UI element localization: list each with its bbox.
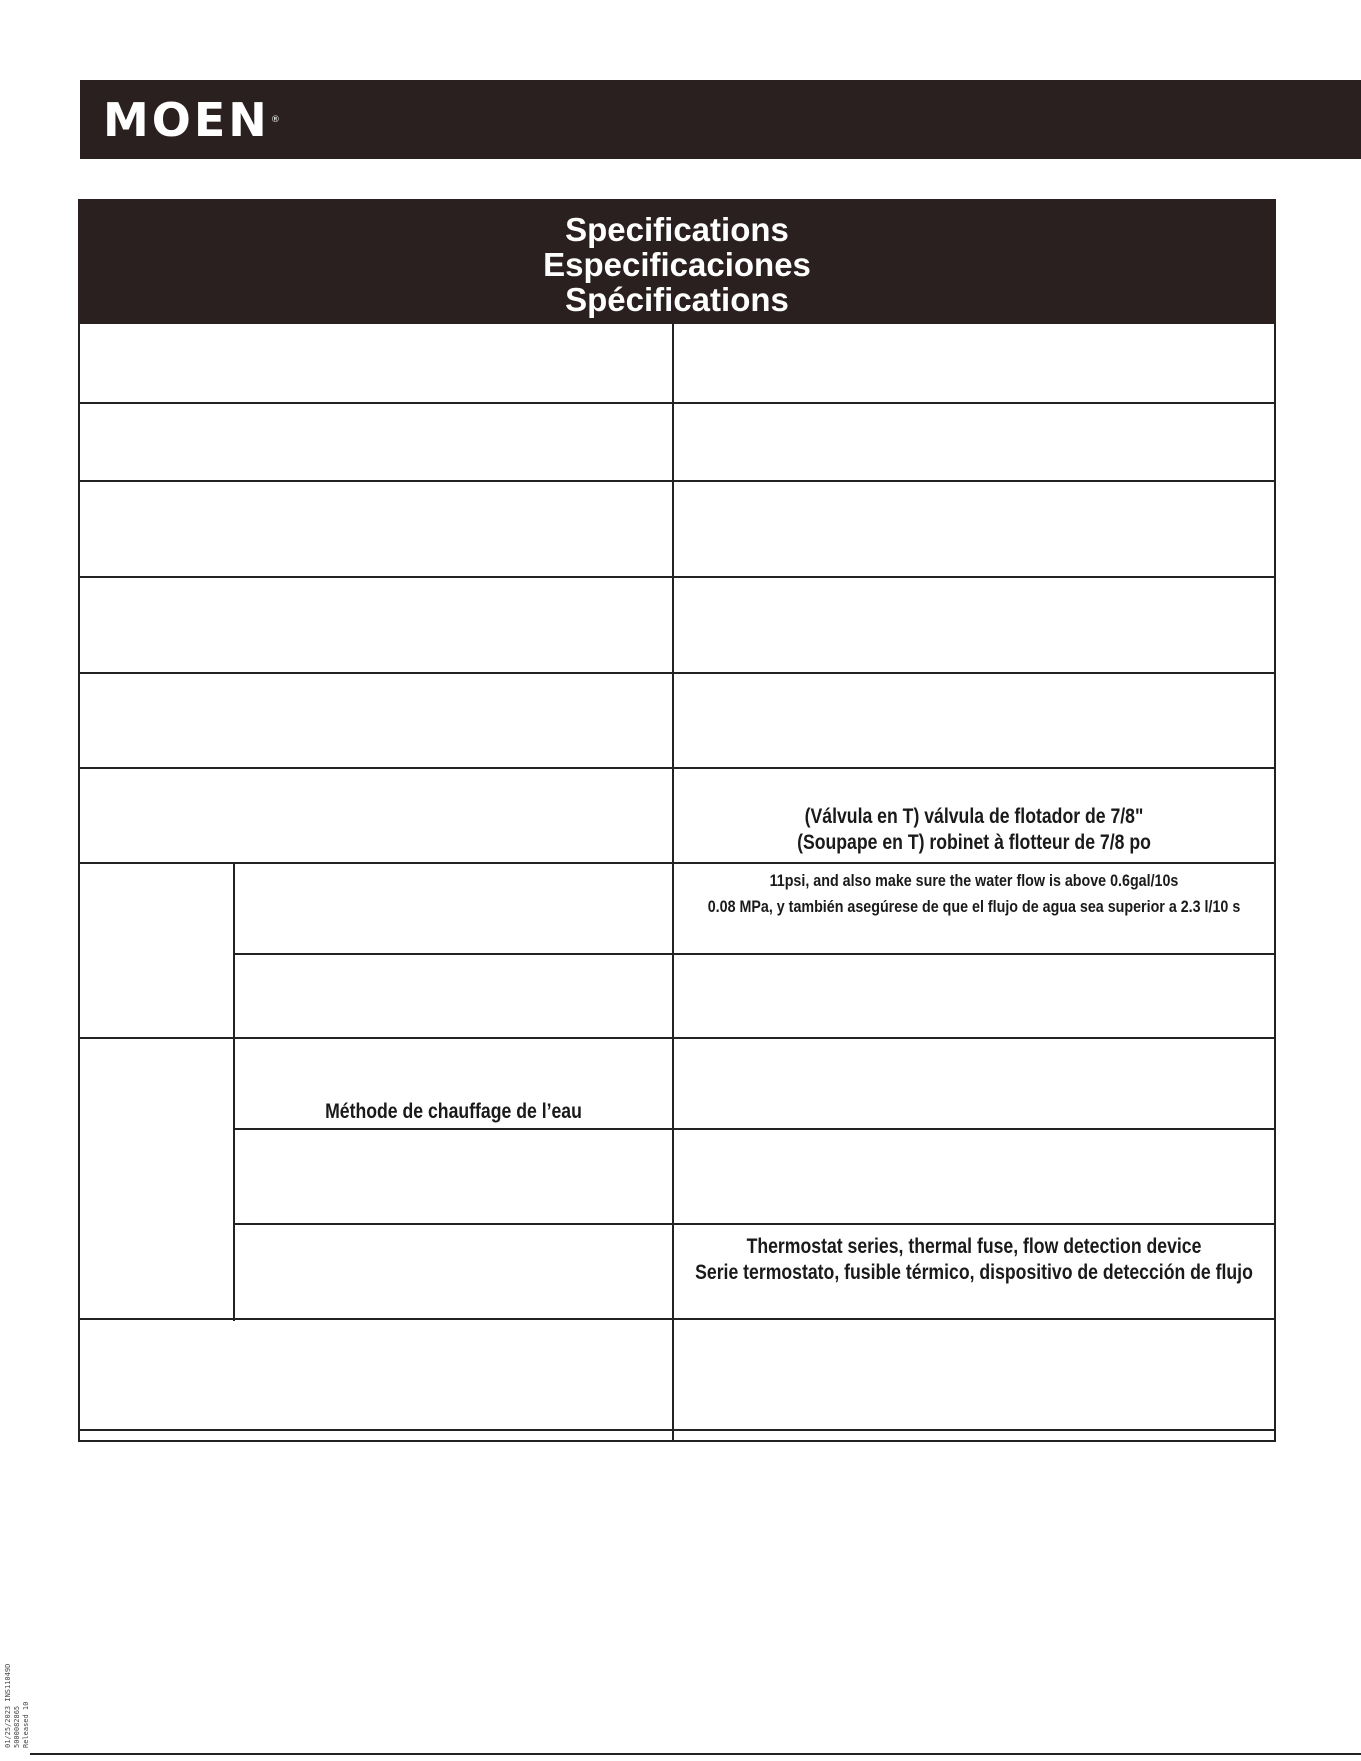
water-heating-method-label [270,1099,637,1125]
page-bottom-rule [30,1753,1361,1755]
row-rule [78,862,1276,864]
inlet-valve-value [720,804,1227,856]
water-pressure-spanish: 0.08 MPa, y también asegúrese de que el flujo de agua sea superior a 2.3 l/10 s [707,897,1241,916]
row-rule [233,1223,1276,1225]
water-heating-method-french: Méthode de chauffage de l’eau [325,1100,582,1123]
row-rule [78,767,1276,769]
water-pressure-english: 11psi, and also make sure the water flow is above 0.6gal/10s [769,871,1179,890]
trademark-mark: ® [270,115,280,125]
row-rule [233,953,1276,955]
row-rule [78,480,1276,482]
specifications-header [78,199,1276,324]
row-rule [78,402,1276,404]
title-french: Spécifications [565,281,789,318]
safety-device-spanish: Serie termostato, fusible térmico, dispositivo de detección de flujo [695,1261,1253,1284]
row-rule [78,672,1276,674]
document-code: 01/25/2023 INS11049D 5000082865 [4,1663,21,1748]
document-code-note [4,1640,30,1748]
moen-logo [103,94,280,146]
row-rule [78,576,1276,578]
table-bottom-rule [78,1429,1276,1431]
row-rule [233,1128,1276,1130]
safety-device-english: Thermostat series, thermal fuse, flow detection device [746,1235,1202,1258]
row-rule [78,1318,1276,1320]
title-spanish: Especificaciones [543,246,811,283]
row-rule [78,1037,1276,1039]
title-english: Specifications [565,211,789,248]
inlet-valve-spanish: (Válvula en T) válvula de flotador de 7/8" [804,805,1144,828]
logo-text: MOEN [103,93,270,147]
release-note: Released 10 [22,1701,30,1748]
group-divider-1 [233,862,235,1037]
water-pressure-value [670,868,1278,920]
inlet-valve-french: (Soupape en T) robinet à flotteur de 7/8 po [797,831,1151,854]
safety-device-value [695,1234,1253,1286]
group-divider-2 [233,1039,235,1321]
